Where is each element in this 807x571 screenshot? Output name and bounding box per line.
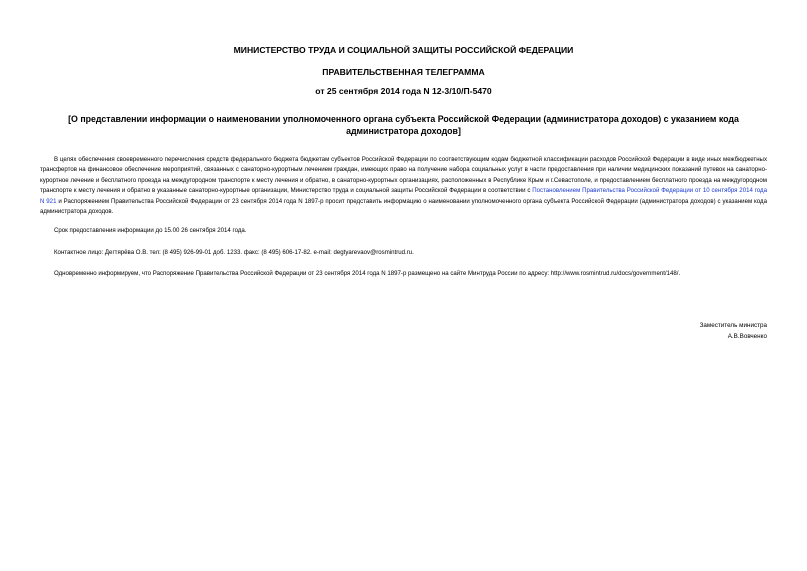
body-paragraph-contact bbox=[40, 248, 767, 258]
deadline-text: Срок предоставления информации до 15.00 26 сентября 2014 года. bbox=[54, 227, 247, 234]
ministry-heading: МИНИСТЕРСТВО ТРУДА И СОЦИАЛЬНОЙ ЗАЩИТЫ РОССИЙСКОЙ ФЕДЕРАЦИИ bbox=[233, 45, 574, 55]
decree-921-link[interactable]: Постановлением Правительства Российской Федерации от 10 сентября 2014 года N 921 bbox=[40, 187, 767, 205]
notice-text: Одновременно информируем, что Распоряжение Правительства Российской Федерации от 23 сентября 2014 года N 1897-р размещено на сайте Минтруда России по адресу: http://www.rosmintrud.ru/docs/government/148/. bbox=[54, 270, 681, 277]
contact-text: Контактное лицо: Дегтярёва О.В. тел: (8 495) 926-99-01 доб. 1233. факс: (8 495) 606-17-82. e-mail: degtyarevaov@rosmintrud.ru. bbox=[54, 249, 414, 256]
body-paragraph-deadline bbox=[40, 226, 767, 236]
body-paragraph-notice bbox=[40, 269, 767, 279]
document-type-heading: ПРАВИТЕЛЬСТВЕННАЯ ТЕЛЕГРАММА bbox=[322, 67, 485, 77]
paragraph-1-text-end: и Распоряжением Правительства Российской Федерации от 23 сентября 2014 года N 1897-р просит представить информацию о наименовании уполномоченного органа субъекта Российской Федерации (администратора доходов) с указанием кода администратора доходов. bbox=[40, 197, 767, 216]
document-date-number: от 25 сентября 2014 года N 12-3/10/П-5470 bbox=[315, 86, 492, 96]
signature-block bbox=[567, 320, 767, 342]
signatory-position: Заместитель министра bbox=[699, 322, 767, 329]
paragraph-1-text-start: В целях обеспечения своевременного перечисления средств федерального бюджета бюджетам субъектов Российской Федерации по соответствующим кодам бюджетной классификации расходов Российской Федерации в виде иных межбюджетных трансфертов на финансовое обеспечение мероприятий, связанных с санаторно-курортным лечением граждан, имеющих право на получение набора социальных услуг в части предоставления при наличии медицинских показаний путевок на санаторно-курортное лечение и бесплатного проезда на междугородном транспорте к месту лечения и обратно, в санаторно-курортных организациях, расположенных в Республике Крым и г.Севастополе, и предоставлением бесплатного проезда на междугородном транспорте к месту лечения и обратно в указанные санаторно-курортные организации, Министерство труда и социальной защиты Российской Федерации в соответствии с bbox=[40, 156, 767, 195]
signatory-name: А.В.Вовченко bbox=[727, 333, 767, 340]
body-paragraph-1 bbox=[40, 155, 767, 217]
document-subject: [О представлении информации о наименовании уполномоченного органа субъекта Российской Федерации (администратора доходов) с указанием кода администратора доходов] bbox=[68, 114, 739, 136]
